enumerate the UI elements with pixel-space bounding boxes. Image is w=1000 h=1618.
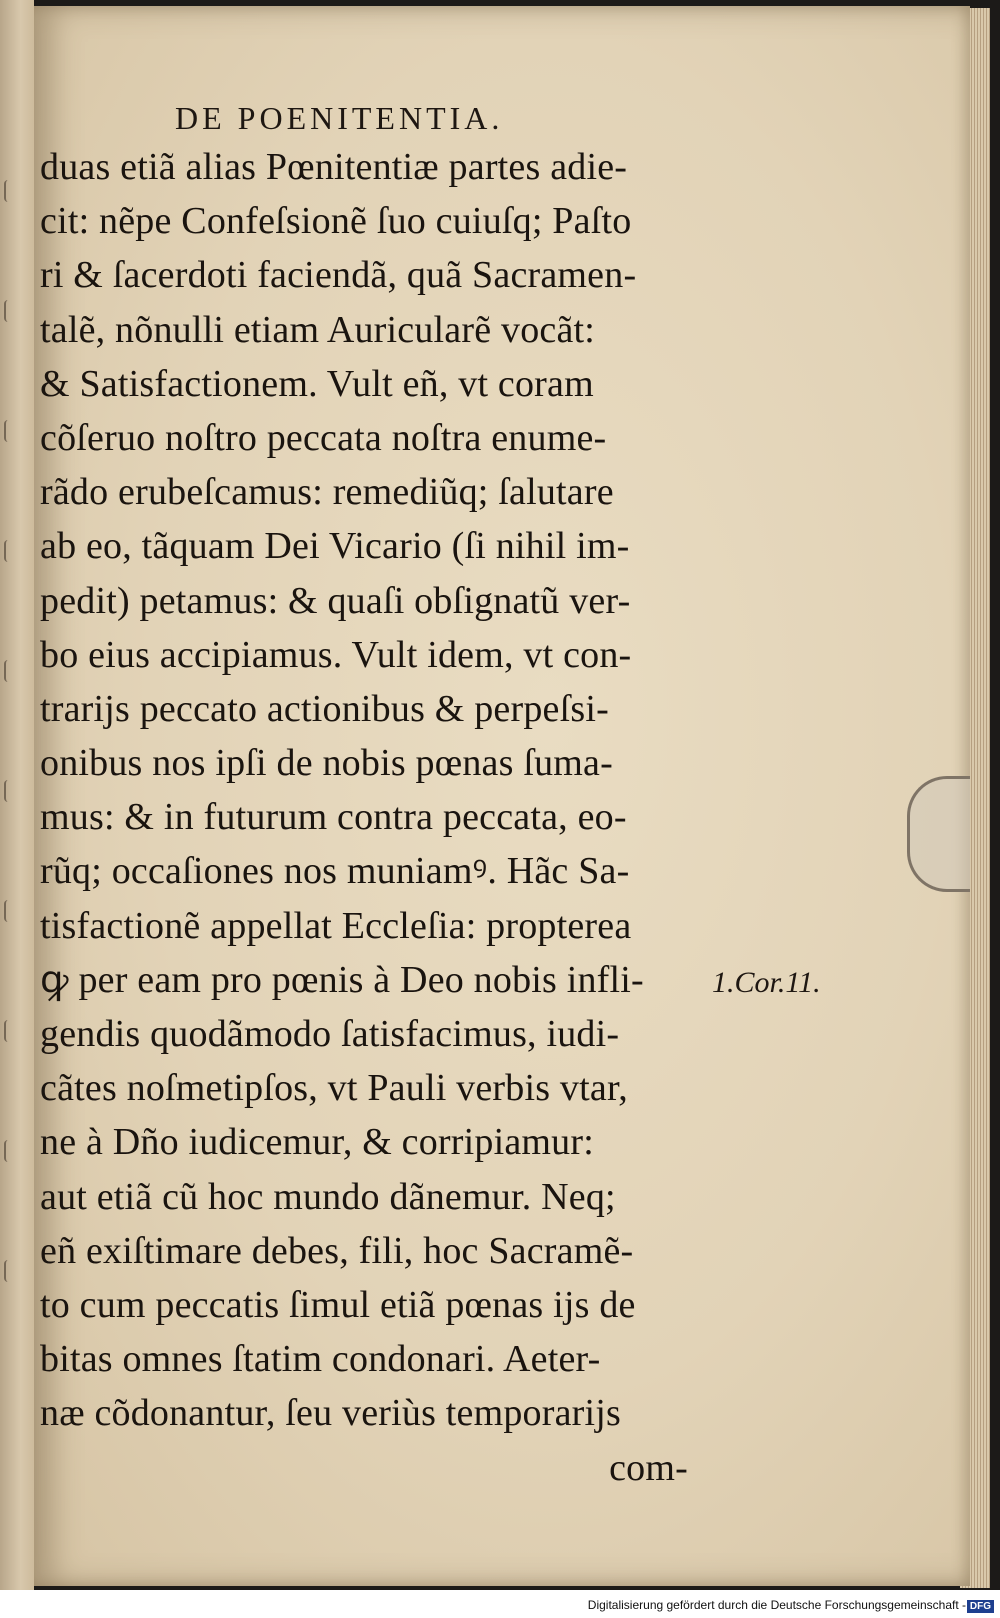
- text-line: bitas omnes ſtatim condonari. Aeter-: [40, 1338, 601, 1381]
- text-line: cõſeruo noſtro peccata noſtra enume-: [40, 416, 607, 459]
- page-clip: [907, 776, 970, 892]
- catchword: com-: [609, 1446, 688, 1489]
- text-line: cãtes noſmetipſos, vt Pauli verbis vtar,: [40, 1067, 628, 1110]
- text-line: næ cõdonantur, ſeu veriùs temporarijs: [40, 1392, 622, 1435]
- text-line: onibus nos ipſi de nobis pœnas ſuma-: [40, 742, 613, 785]
- text-line: rũq; occaſiones nos muniamꝰ. Hãc Sa-: [40, 850, 630, 893]
- text-line: ri & ſacerdoti faciendã, quã Sacramen-: [40, 254, 637, 297]
- text-line: talẽ, nõnulli etiam Auricularẽ vocãt:: [40, 308, 596, 351]
- text-line: ab eo, tãquam Dei Vicario (ſi nihil im-: [40, 525, 630, 568]
- text-line: ne à Dño iudicemur, & corripiamur:: [40, 1121, 594, 1164]
- text-line: bo eius accipiamus. Vult idem, vt con-: [40, 633, 632, 676]
- facing-page-edge: [0, 0, 34, 1590]
- text-line: to cum peccatis ſimul etiã pœnas ijs de: [40, 1283, 636, 1326]
- text-line: mus: & in futurum contra peccata, eo-: [40, 796, 627, 839]
- text-line: rãdo erubeſcamus: remediũq; ſalutare: [40, 471, 614, 514]
- text-line: pedit) petamus: & quaſi obſignatũ ver-: [40, 579, 631, 622]
- dfg-logo: DFG: [967, 1600, 994, 1613]
- digitization-credit: Digitalisierung gefördert durch die Deutsche Forschungsgemeinschaft -: [587, 1598, 966, 1612]
- text-line: ꝙ per eam pro pœnis à Deo nobis infli-: [40, 958, 644, 1001]
- running-title: DE POENITENTIA.: [175, 100, 504, 136]
- text-line: eñ exiſtimare debes, fili, hoc Sacramẽ-: [40, 1229, 634, 1272]
- text-line: trarijs peccato actionibus & perpeſsi-: [40, 687, 609, 730]
- text-line: cit: nẽpe Confeſsionẽ ſuo cuiuſq; Paſto: [40, 200, 632, 243]
- text-line: & Satisfactionem. Vult eñ, vt coram: [40, 362, 594, 405]
- text-line: gendis quodãmodo ſatisfacimus, iudi-: [40, 1013, 620, 1055]
- text-line: tisfactionẽ appellat Eccleſia: propterea: [40, 904, 632, 947]
- body-text: [40, 140, 700, 1495]
- margin-note: 1.Cor.11.: [712, 966, 821, 999]
- text-line: duas etiã alias Pœnitentiæ partes adie-: [40, 146, 628, 188]
- text-line: aut etiã cũ hoc mundo dãnemur. Neq;: [40, 1175, 616, 1218]
